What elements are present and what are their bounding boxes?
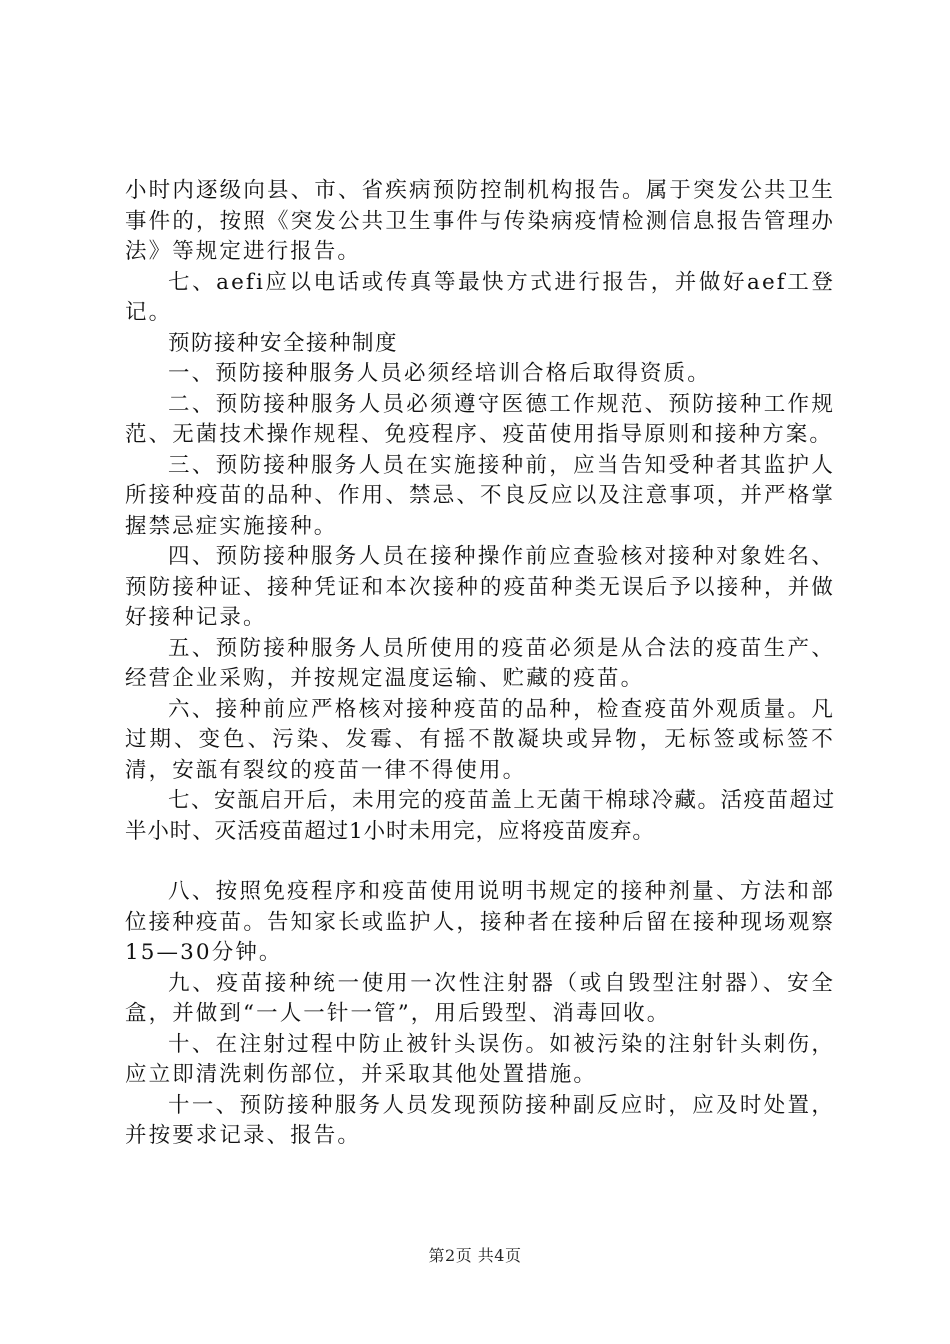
paragraph-item-7: 七、安瓿启开后，未用完的疫苗盖上无菌干棉球冷藏。活疫苗超过半小时、灭活疫苗超过1小时未用完，应将疫苗废弃。 (125, 788, 835, 844)
paragraph-item-9: 九、疫苗接种统一使用一次性注射器（或自毁型注射器）、安全盒，并做到“一人一针一管”，用后毁型、消毒回收。 (125, 970, 835, 1026)
paragraph-aefi-report: 七、aefi应以电话或传真等最快方式进行报告，并做好aef工登记。 (125, 269, 835, 325)
paragraph-item-10: 十、在注射过程中防止被针头误伤。如被污染的注射针头刺伤，应立即清洗刺伤部位，并采取其他处置措施。 (125, 1031, 835, 1087)
page-number-footer: 第2页 共4页 (428, 1246, 522, 1265)
document-body (125, 176, 835, 1152)
paragraph-item-5: 五、预防接种服务人员所使用的疫苗必须是从合法的疫苗生产、经营企业采购，并按规定温度运输、贮藏的疫苗。 (125, 635, 835, 691)
paragraph-item-8: 八、按照免疫程序和疫苗使用说明书规定的接种剂量、方法和部位接种疫苗。告知家长或监护人，接种者在接种后留在接种现场观察15—30分钟。 (125, 879, 835, 965)
paragraph-item-1: 一、预防接种服务人员必须经培训合格后取得资质。 (168, 361, 711, 386)
paragraph-item-4: 四、预防接种服务人员在接种操作前应查验核对接种对象姓名、预防接种证、接种凭证和本次接种的疫苗种类无误后予以接种，并做好接种记录。 (125, 544, 835, 630)
paragraph-spacer (125, 847, 835, 877)
paragraph-item-11: 十一、预防接种服务人员发现预防接种副反应时，应及时处置，并按要求记录、报告。 (125, 1092, 835, 1148)
section-heading: 预防接种安全接种制度 (168, 330, 399, 356)
paragraph-report-continuation: 小时内逐级向县、市、省疾病预防控制机构报告。属于突发公共卫生事件的，按照《突发公共卫生事件与传染病疫情检测信息报告管理办法》等规定进行报告。 (125, 178, 835, 264)
paragraph-item-3: 三、预防接种服务人员在实施接种前，应当告知受种者其监护人所接种疫苗的品种、作用、禁忌、不良反应以及注意事项，并严格掌握禁忌症实施接种。 (125, 452, 835, 539)
paragraph-item-6: 六、接种前应严格核对接种疫苗的品种，检查疫苗外观质量。凡过期、变色、污染、发霉、有摇不散凝块或异物，无标签或标签不清，安瓿有裂纹的疫苗一律不得使用。 (125, 696, 835, 783)
paragraph-item-2: 二、预防接种服务人员必须遵守医德工作规范、预防接种工作规范、无菌技术操作规程、免疫程序、疫苗使用指导原则和接种方案。 (125, 391, 835, 447)
